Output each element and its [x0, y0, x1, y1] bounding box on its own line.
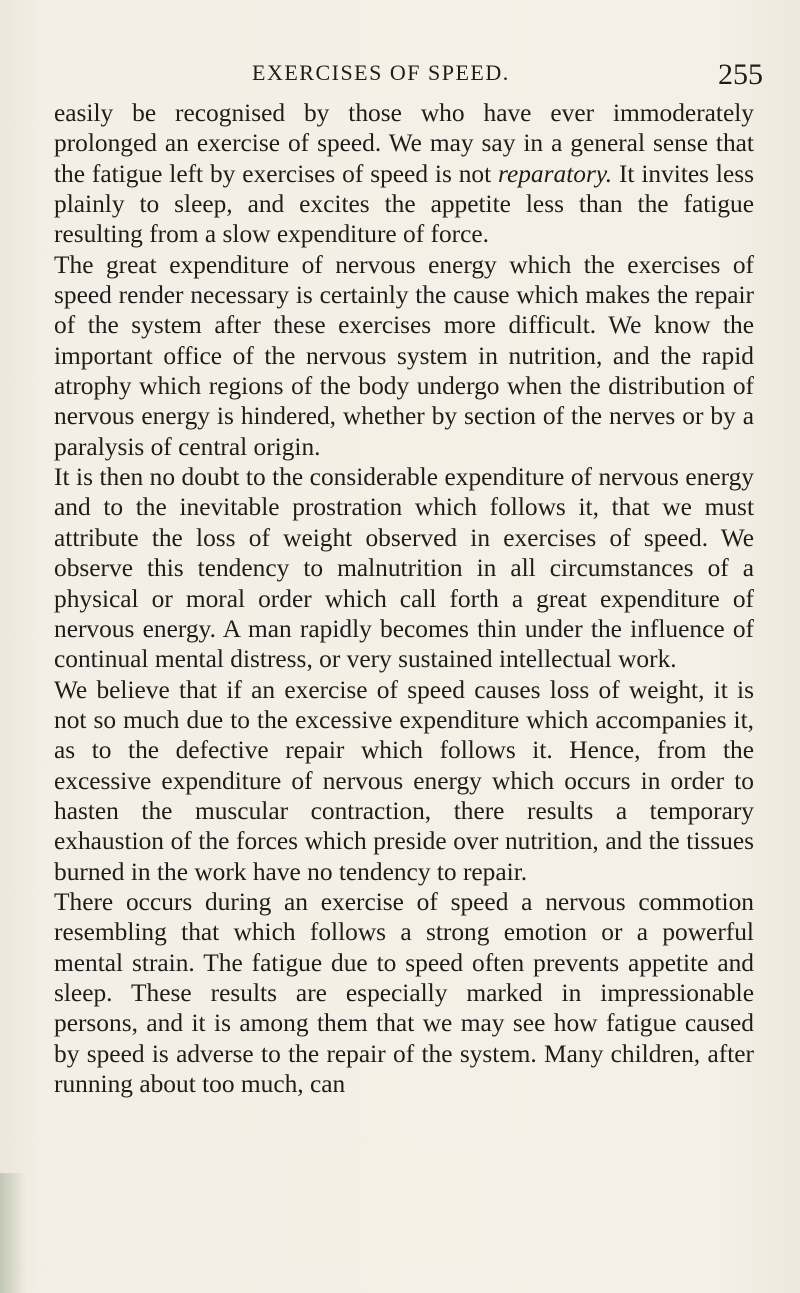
running-head: EXERCISES OF SPEED. — [252, 60, 510, 85]
paragraph — [54, 98, 754, 250]
text-segment: It invites less plainly to sleep, and excites the appetite less than the fatigue resulting from a slow expenditure of force. — [54, 159, 754, 249]
text-segment: easily be recognised by those who have ever immoderately prolonged an exercise of speed. We may say in a general sense that the fatigue left by exercises of speed is not — [54, 99, 754, 188]
text-segment: The great expenditure of nervous energy which the exercises of speed render necessary is certainly the cause which makes the repair of the system after these exercises more difficult. We know the important office of the nervous system in nutrition, and the rapid atrophy which regions of the body undergo when the distribution of nervous energy is hindered, whether by section of the nerves or by a paralysis of central origin. — [54, 250, 754, 461]
page-number: 255 — [718, 58, 763, 91]
italic-term: reparatory. — [498, 159, 613, 188]
paragraph — [54, 887, 754, 1099]
text-segment: We believe that if an exercise of speed causes loss of weight, it is not so much due to the excessive expenditure which accompanies it, as to the defective repair which follows it. Hence, from the excessive expenditure of nervous energy which occurs in order to hasten the muscular contraction, there results a temporary exhaustion of the forces which preside over nutrition, and the tissues burned in the work have no tendency to repair. — [54, 675, 754, 886]
paragraph — [54, 250, 754, 462]
body-text — [54, 98, 754, 1099]
paragraph — [54, 675, 754, 887]
text-segment: It is then no doubt to the considerable expenditure of nervous energy and to the inevitable prostration which follows it, that we must attribute the loss of weight observed in exercises of speed. We observe this tendency to malnutrition in all circumstances of a physical or moral order which call forth a great expenditure of nervous energy. A man rapidly becomes thin under the influence of continual mental distress, or very sustained intellectual work. — [54, 463, 754, 674]
text-segment: There occurs during an exercise of speed a nervous commotion resembling that which follows a strong emotion or a powerful mental strain. The fatigue due to speed often prevents appetite and sleep. These results are especially marked in impressionable persons, and it is among them that we may see how fatigue caused by speed is adverse to the repair of the system. Many children, after running about too much, can — [54, 887, 754, 1098]
paragraph — [54, 462, 754, 674]
page-edge-shadow — [0, 1173, 26, 1293]
